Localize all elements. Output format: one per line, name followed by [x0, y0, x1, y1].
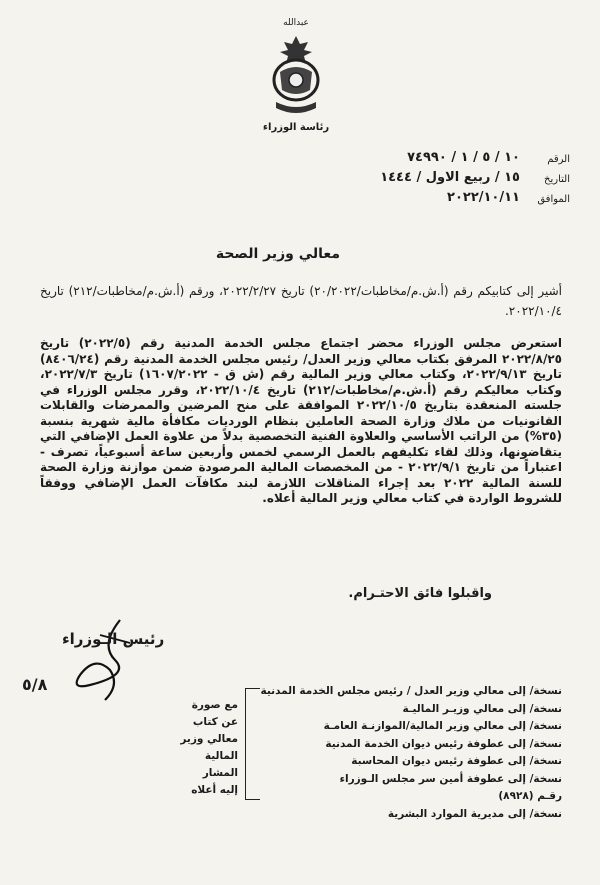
bracket-note-line: إليه أعلاه: [191, 784, 238, 796]
crest-bottom-text: رئاسة الوزراء: [262, 122, 330, 133]
corresponding-value: ٢٠٢٢/١٠/١١: [447, 190, 520, 205]
crest-top-text: ﻋﺒﺪﺍﻟﻠﻪ: [283, 18, 309, 28]
jordan-crest-icon: [266, 32, 326, 120]
bracket-note-line: معالي وزير: [180, 733, 238, 745]
copy-item: رقـم (٨٩٢٨): [498, 790, 562, 802]
signature-icon: [60, 615, 140, 705]
copy-item: نسخة/ إلى عطوفة رئيس ديوان الخدمة المدنية: [325, 737, 562, 750]
number-value: ١٠ / ٥ / ١ / ٧٤٩٩٠: [407, 150, 520, 165]
bracket-note-line: مع صورة: [191, 699, 238, 711]
closing: واقبلوا فائق الاحتـرام.: [348, 586, 492, 601]
bracket-note-line: المالية المشار: [202, 750, 238, 779]
reference-labels: [537, 150, 570, 210]
bracket-divider: [245, 688, 260, 800]
copy-item: نسخة/ إلى معالي وزير العدل / رئيس مجلس الخدمة المدنية: [260, 685, 562, 697]
copy-item: نسخة/ إلى معالي وزيـر الماليـة: [402, 702, 562, 715]
signer-title: رئيس الـوزراء: [62, 630, 165, 648]
royal-crest: [262, 18, 330, 133]
date-value: ١٥ / ربيع الاول / ١٤٤٤: [380, 170, 520, 185]
copy-item: نسخة/ إلى مديرية الموارد البشرية: [387, 807, 562, 820]
bracket-note: [168, 697, 238, 799]
corresponding-label: الموافق: [537, 194, 570, 205]
bracket-note-line: عن كتاب: [192, 716, 238, 728]
handwritten-mark: ٥/٨: [22, 675, 48, 694]
addressee: معالي وزير الصحة: [215, 246, 340, 262]
copy-item: نسخة/ إلى معالي وزير المالية/الموازنـة العامـة: [323, 720, 562, 732]
paragraph-2: استعرض مجلس الوزراء محضر اجتماع مجلس الخدمة المدنية رقم (٢٠٢٢/٥) تاريخ ٢٠٢٢/٨/٢٥ المرفق بكتاب معالي وزير العدل/ رئيس مجلس الخدمة المدنية رقم (٨٤٠٦/٢٤) تاريخ ٢٠٢٢/٩/١٣، وكتاب معالي وزير المالية رقم (ش ق - ١٦٠٧/٢٠٢٢) تاريخ ٢٠٢٢/٧/٣، وكتاب معاليكم رقم (أ.ش.م/مخاطبات/٢١٢) تاريخ ٢٠٢٢/١٠/٤، وقرر مجلس الوزراء في جلسته المنعقدة بتاريخ ٢٠٢٢/١٠/٥ الموافقة على منح المرضين والممرضات والقابلات القانونيات من ملاك وزارة الصحة العاملين بنظام الورديات مكافأة مالية شهرية بنسبة (٣٥%) من الراتب الأساسي والعلاوة الفنية التخصصية بدلاً من علاوة العمل الإضافي التي يتقاضونها، وذلك لقاء تكليفهم بالعمل الرسمي لخمس وأربعين ساعة أسبوعياً، تصرف - اعتباراً من تاريخ ٢٠٢٢/٩/١ - من المخصصات المالية المرصودة ضمن موازنة وزارة الصحة للسنة المالية ٢٠٢٢ بعد إجراء المناقلات اللازمة لبند مكافآت العمل الإضافي ووفقاً للشروط الواردة في كتاب معالي وزير المالية أعلاه.: [40, 336, 563, 505]
number-label: الرقم: [547, 154, 570, 165]
reference-values: [380, 148, 520, 208]
copies-list: [262, 683, 562, 823]
copy-item: نسخة/ إلى عطوفة رئيس ديوان المحاسبة: [351, 755, 562, 767]
date-label: التاريخ: [544, 174, 570, 185]
paragraph-1: أشير إلى كتابيكم رقم (أ.ش.م/مخاطبات/٢٠/٢٠٢٢) تاريخ ٢٠٢٢/٢/٢٧، ورقم (أ.ش.م/مخاطبات/٢١٢) تاريخ ٢٠٢٢/١٠/٤.: [40, 284, 563, 318]
copy-item: نسخة/ إلى عطوفة أمين سر مجلس الـوزراء: [339, 772, 562, 785]
